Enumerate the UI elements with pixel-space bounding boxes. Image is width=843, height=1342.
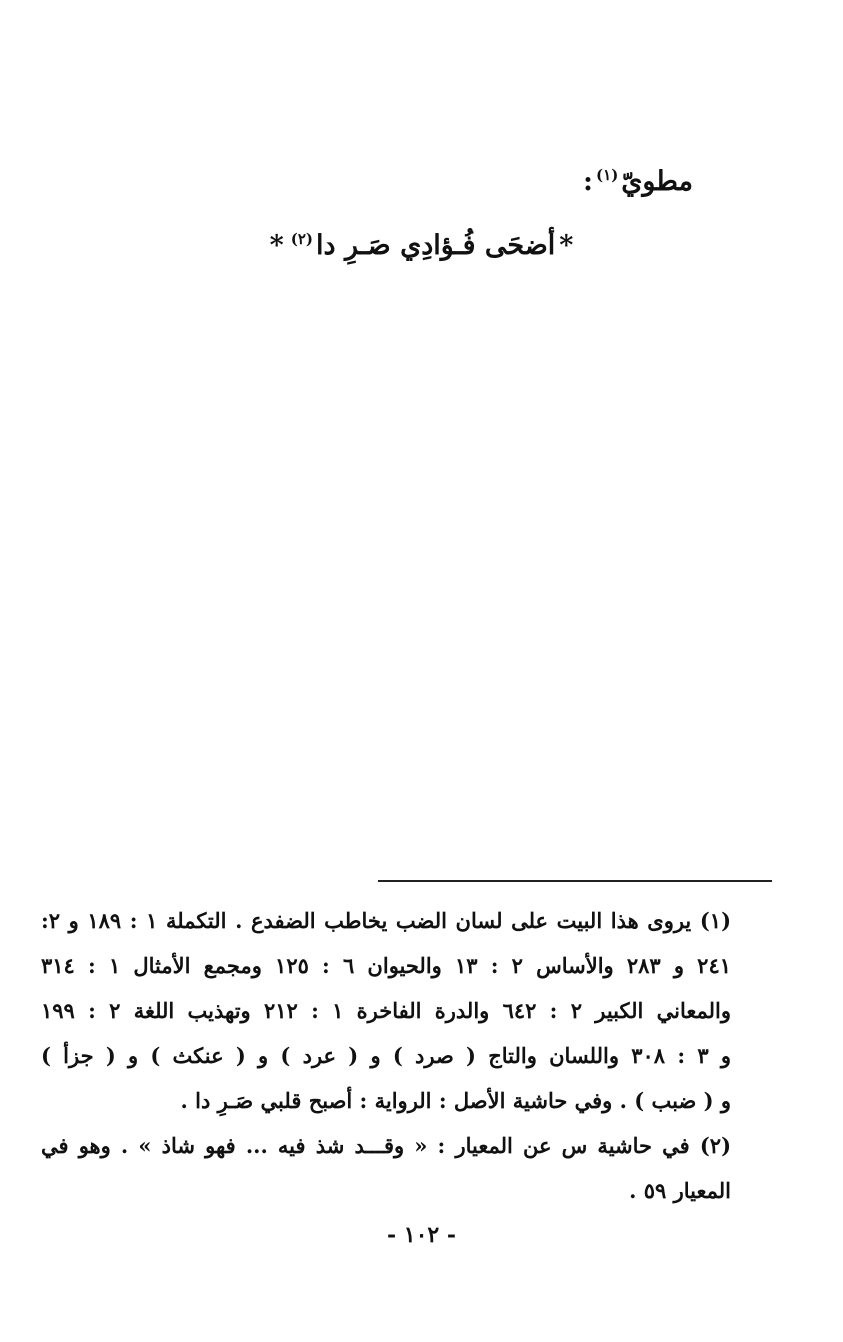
footnote-line: المعيار ٥٩ . [629, 1178, 731, 1203]
verse-footnote-ref: (٢) [290, 230, 314, 248]
heading-word: مطويّ [621, 166, 693, 197]
footnote-line: و ( ضبب ) . وفي حاشية الأصل : الرواية : أصبح قلبي صَـرِ دا . [180, 1088, 731, 1113]
verse-text: أضحَى فُـؤادِي صَـرِ دا [316, 230, 556, 261]
verse-star-close: * [269, 230, 284, 261]
page-number: - ١٠٢ - [386, 1222, 457, 1248]
footnote-line: و ٣ : ٣٠٨ واللسان والتاج ( صرد ) و ( عرد ) و ( عنكث ) و ( جزأ ) [41, 1043, 731, 1068]
footnote-line: (١) يروى هذا البيت على لسان الضب يخاطب الضفدع . التكملة ١ : ١٨٩ و ٢: [41, 908, 731, 933]
footnotes [41, 898, 731, 1213]
heading-footnote-ref: (١) [596, 166, 619, 184]
entry-heading [583, 166, 693, 197]
verse-line [0, 230, 843, 261]
footnote-line: والمعاني الكبير ٢ : ٦٤٢ والدرة الفاخرة ١ : ٢١٢ وتهذيب اللغة ٢ : ١٩٩ [41, 998, 731, 1023]
footnote-line: (٢) في حاشية س عن المعيار : « وقـــد شذ فيه ... فهو شاذ » . وهو في [41, 1133, 731, 1158]
verse-star-open: * [559, 230, 574, 261]
footnote-line: ٢٤١ و ٢٨٣ والأساس ٢ : ١٣ والحيوان ٦ : ١٢٥ ومجمع الأمثال ١ : ٣١٤ [41, 953, 731, 978]
footnote-separator [378, 880, 772, 882]
heading-colon: : [583, 166, 594, 197]
